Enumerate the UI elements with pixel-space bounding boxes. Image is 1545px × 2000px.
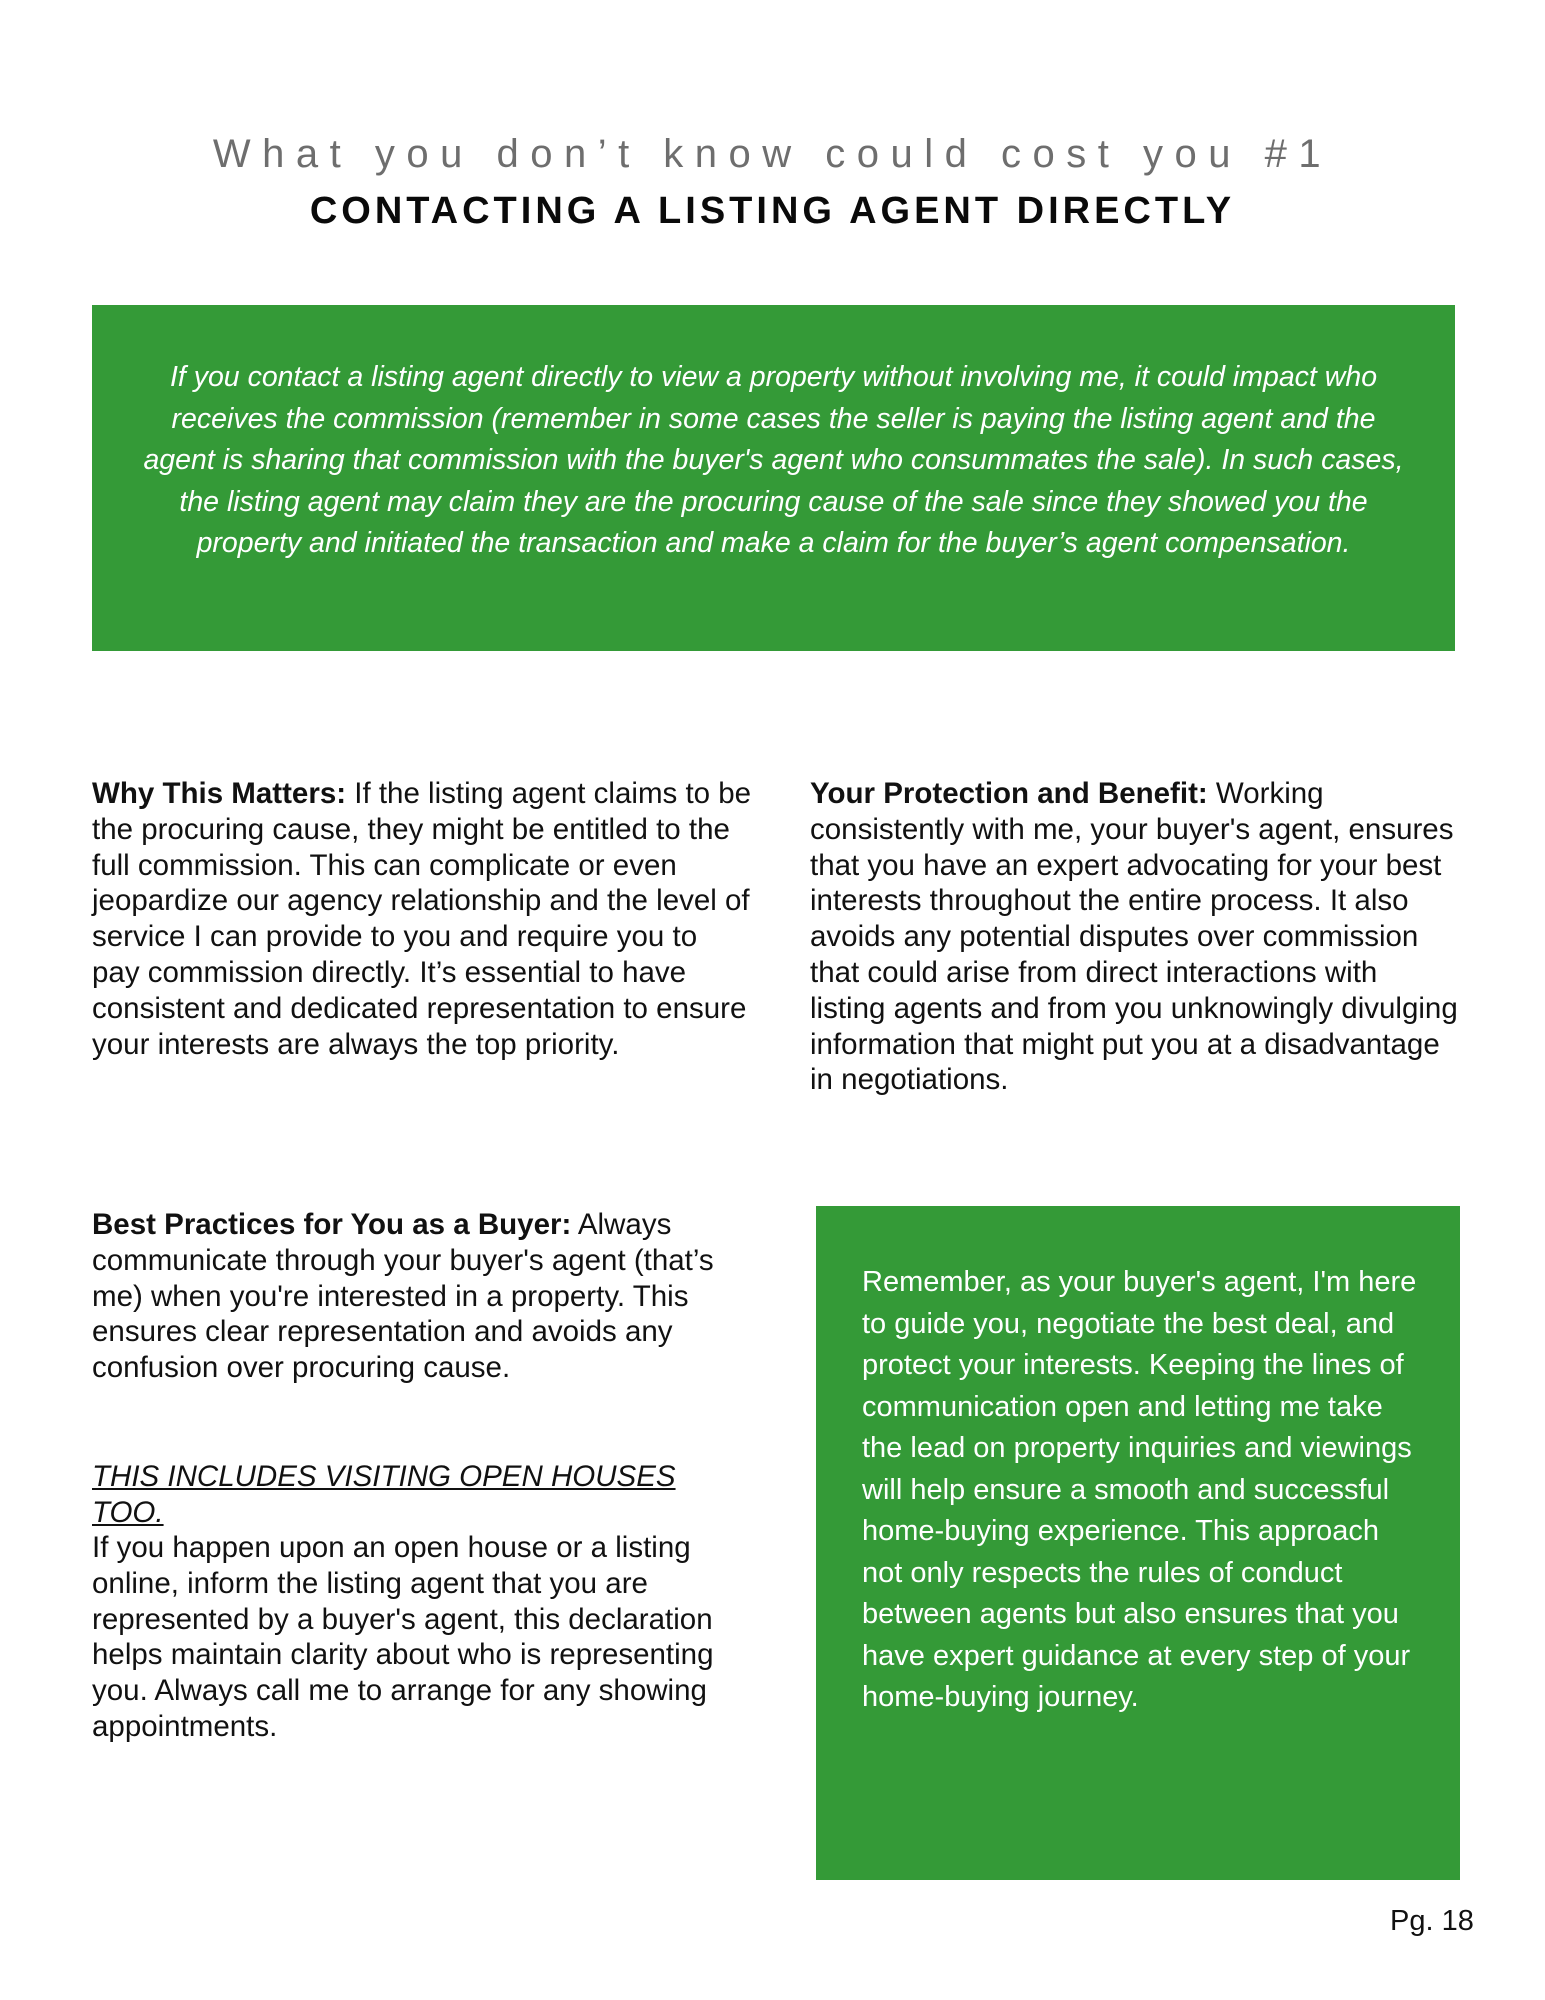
- intro-callout-box: [92, 305, 1455, 651]
- best-practices-paragraph: [92, 1207, 752, 1386]
- page-number: Pg. 18: [1390, 1905, 1474, 1937]
- section-kicker: What you don’t know could cost you #1: [212, 132, 1333, 176]
- protection-benefit-heading: Your Protection and Benefit:: [810, 777, 1208, 810]
- page-title: CONTACTING A LISTING AGENT DIRECTLY: [309, 190, 1236, 232]
- best-practices-heading: Best Practices for You as a Buyer:: [92, 1208, 572, 1241]
- why-this-matters-body: If the listing agent claims to be the procuring cause, they might be entitled to the full commission. This can complicate or even jeopardize our agency relationship and the level of service I can provide to you and require you to pay commission directly. It’s essential to have consistent and dedicated representation to ensure your interests are always the top priority.: [92, 777, 752, 1061]
- best-practices-body: Always communicate through your buyer's agent (that’s me) when you're interested in a property. This ensures clear representation and avoids any confusion over procuring cause.: [92, 1208, 714, 1385]
- intro-callout-text: If you contact a listing agent directly to view a property without involving me, it could impact who receives the commission (remember in some cases the seller is paying the listing agent and the agent is sharing that commission with the buyer's agent who consummates the sale). In such cases, the listing agent may claim they are the procuring cause of the sale since they showed you the property and initiated the transaction and make a claim for the buyer’s agent compensation.: [143, 361, 1404, 559]
- protection-benefit-body: Working consistently with me, your buyer's agent, ensures that you have an expert advocating for your best interests throughout the entire process. It also avoids any potential disputes over commission that could arise from direct interactions with listing agents and from you unknowingly divulging information that might put you at a disadvantage in negotiations.: [810, 777, 1458, 1097]
- open-house-guidance-paragraph: If you happen upon an open house or a listing online, inform the listing agent that you are represented by a buyer's agent, this declaration helps maintain clarity about who is representing you. Always call me to arrange for any showing appointments.: [92, 1531, 714, 1743]
- why-this-matters-paragraph: [92, 776, 752, 1062]
- reminder-callout-text: Remember, as your buyer's agent, I'm here to guide you, negotiate the best deal, and protect your interests. Keeping the lines of communication open and letting me take the lead on property inquiries and viewings will help ensure a smooth and successful home-buying experience. This approach not only respects the rules of conduct between agents but also ensures that you have expert guidance at every step of your home-buying journey.: [862, 1266, 1417, 1713]
- reminder-callout-box: [816, 1206, 1460, 1880]
- protection-benefit-paragraph: [810, 776, 1460, 1098]
- open-houses-emphasis: THIS INCLUDES VISITING OPEN HOUSES TOO.: [92, 1460, 676, 1529]
- why-this-matters-heading: Why This Matters:: [92, 777, 347, 810]
